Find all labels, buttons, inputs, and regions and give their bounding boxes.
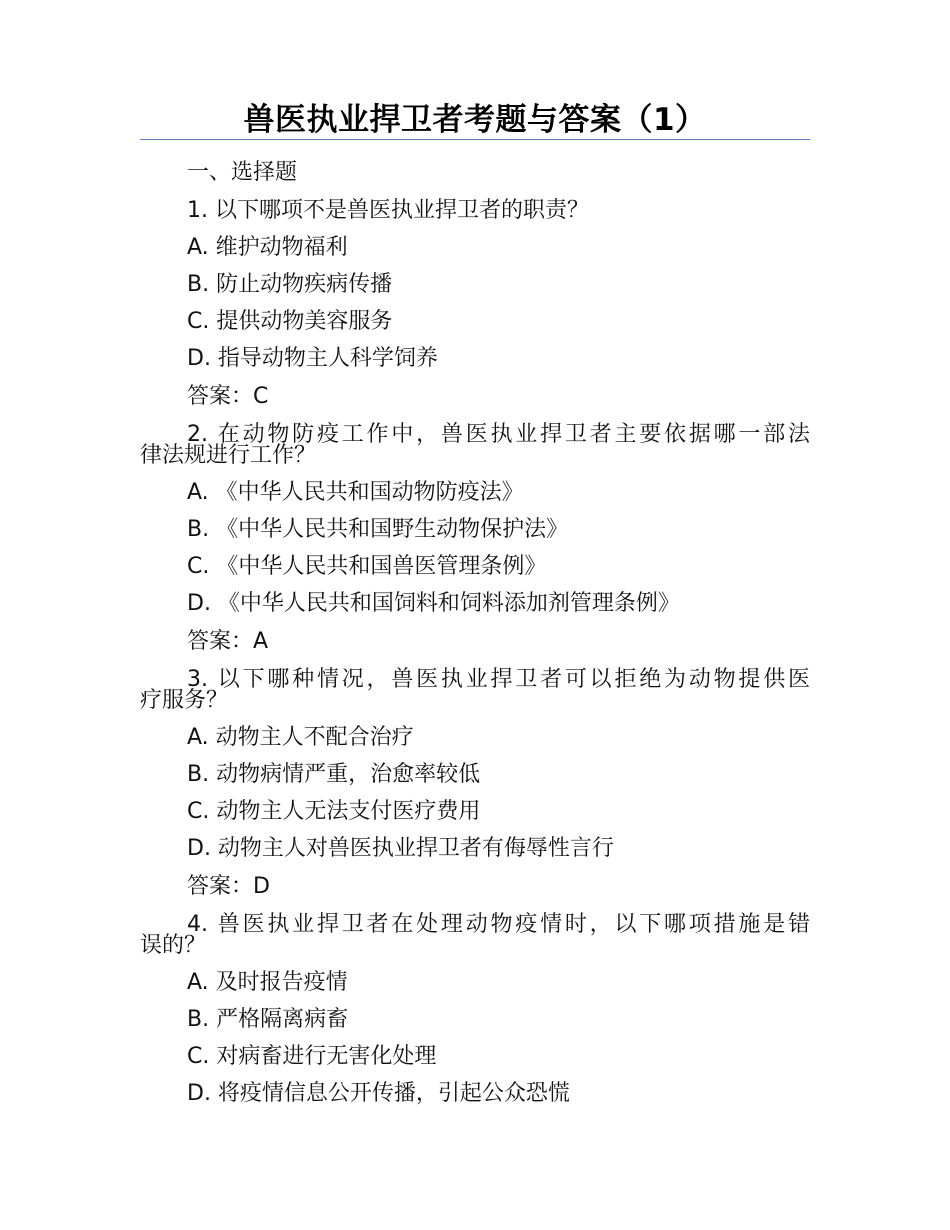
question-4-stem-line1: 4. 兽医执业捍卫者在处理动物疫情时，以下哪项措施是错 [187,912,810,937]
question-2-stem-line1: 2. 在动物防疫工作中，兽医执业捍卫者主要依据哪一部法 [187,422,810,447]
question-4-option-a: A. 及时报告疫情 [187,970,348,995]
question-2-stem-line2: 律法规进行工作？ [140,443,317,468]
question-1-answer: 答案：C [187,384,269,409]
question-2-option-a: A. 《中华人民共和国动物防疫法》 [187,480,524,505]
question-4-option-b: B. 严格隔离病畜 [187,1007,349,1032]
question-3-stem-line1: 3. 以下哪种情况，兽医执业捍卫者可以拒绝为动物提供医 [187,667,810,692]
question-1-option-b: B. 防止动物疾病传播 [187,272,393,297]
document-title: 兽医执业捍卫者考题与答案（1） [243,102,707,138]
question-2-option-c: C. 《中华人民共和国兽医管理条例》 [187,554,547,579]
question-3-option-a: A. 动物主人不配合治疗 [187,725,414,750]
question-4-option-d: D. 将疫情信息公开传播，引起公众恐慌 [187,1081,570,1106]
question-1-stem: 1. 以下哪项不是兽医执业捍卫者的职责？ [187,198,589,223]
question-3-option-b: B. 动物病情严重，治愈率较低 [187,762,481,787]
question-2-option-d: D. 《中华人民共和国饲料和饲料添加剂管理条例》 [187,591,680,616]
question-2-answer: 答案：A [187,629,269,654]
question-1-option-d: D. 指导动物主人科学饲养 [187,346,438,371]
question-1-option-a: A. 维护动物福利 [187,235,348,260]
title-underline [140,139,810,140]
section-heading: 一、选择题 [187,160,298,185]
question-4-option-c: C. 对病畜进行无害化处理 [187,1044,437,1069]
question-3-option-d: D. 动物主人对兽医执业捍卫者有侮辱性言行 [187,836,614,861]
question-3-option-c: C. 动物主人无法支付医疗费用 [187,799,481,824]
question-3-stem-line2: 疗服务？ [140,688,229,713]
question-2-option-b: B. 《中华人民共和国野生动物保护法》 [187,517,569,542]
question-4-stem-line2: 误的？ [140,933,207,958]
question-3-answer: 答案：D [187,874,270,899]
question-1-option-c: C. 提供动物美容服务 [187,309,393,334]
